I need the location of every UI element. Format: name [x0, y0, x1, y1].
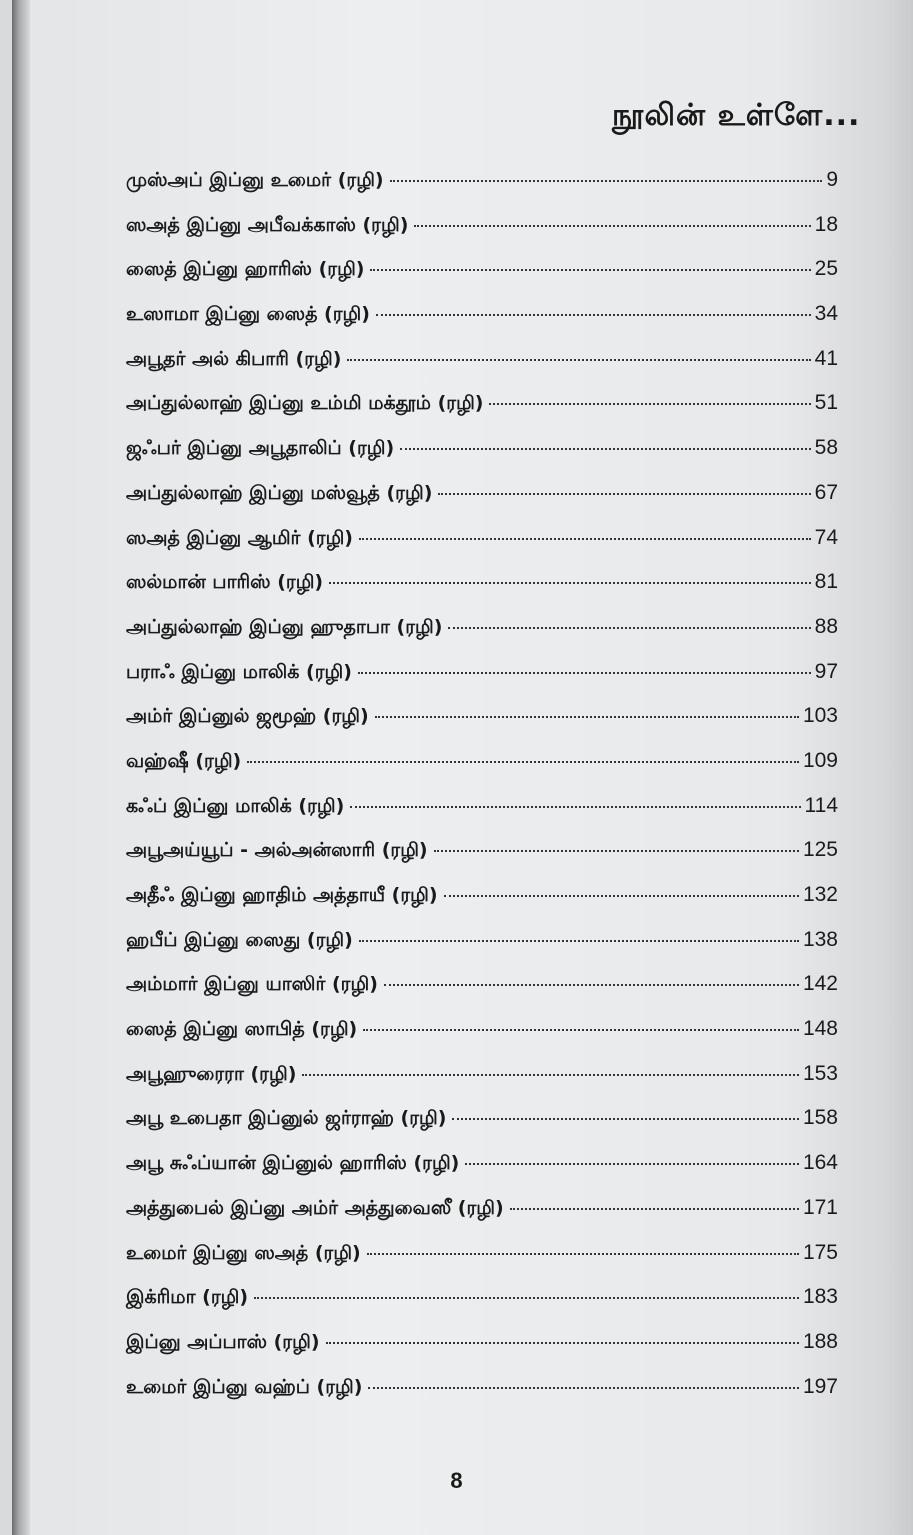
toc-entry: [126, 1241, 838, 1286]
toc-entry-title: ஸஅத் இப்னு அபீவக்காஸ் (ரழி): [126, 213, 409, 236]
dot-leader: [510, 1208, 799, 1210]
dot-leader: [350, 806, 800, 808]
toc-entry-page: 153: [802, 1061, 838, 1085]
toc-entry-title: இக்ரிமா (ரழி): [126, 1286, 249, 1309]
dot-leader: [359, 538, 811, 540]
toc-entry: [126, 570, 838, 615]
dot-leader: [370, 269, 810, 271]
toc-entry-title: அப்துல்லாஹ் இப்னு மஸ்வூத் (ரழி): [126, 481, 433, 504]
toc-entry-title: ஸைத் இப்னு ஸாபித் (ரழி): [126, 1018, 358, 1041]
dot-leader: [384, 984, 799, 986]
toc-entry-page: 67: [814, 480, 838, 504]
toc-entry: [126, 883, 838, 928]
toc-entry: [126, 1151, 838, 1196]
toc-entry-title: அப்துல்லாஹ் இப்னு உம்மி மக்தூம் (ரழி): [126, 392, 484, 415]
toc-entry-page: 81: [814, 570, 838, 594]
toc-entry-page: 18: [814, 212, 838, 236]
toc-entry: [126, 704, 838, 749]
toc-entry-page: 97: [814, 659, 838, 683]
page-gutter-shadow: [12, 0, 30, 1535]
toc-entry: [126, 213, 838, 258]
toc-entry-title: ஜஃபர் இப்னு அபூதாலிப் (ரழி): [126, 437, 395, 460]
toc-entry-title: உமைர் இப்னு வஹ்ப் (ரழி): [126, 1375, 363, 1398]
dot-leader: [448, 627, 810, 629]
toc-entry-title: அப்துல்லாஹ் இப்னு ஹுதாபா (ரழி): [126, 615, 443, 638]
toc-entry-page: 183: [802, 1285, 838, 1309]
toc-entry-title: அபூஹுரைரா (ரழி): [126, 1062, 297, 1085]
toc-entry-page: 103: [802, 704, 838, 728]
toc-entry-page: 58: [814, 436, 838, 460]
toc-entry-page: 188: [802, 1329, 838, 1353]
toc-entry-title: அபூஅய்யூப் - அல்அன்ஸாரி (ரழி): [126, 839, 428, 862]
dot-leader: [400, 448, 810, 450]
toc-entry-title: கஃப் இப்னு மாலிக் (ரழி): [126, 794, 345, 817]
dot-leader: [489, 403, 810, 405]
dot-leader: [367, 1253, 799, 1255]
toc-entry-page: 175: [802, 1240, 838, 1264]
toc-entry: [126, 1375, 838, 1420]
dot-leader: [247, 761, 799, 763]
toc-entry: [126, 794, 838, 839]
toc-entry-title: அதீஃ இப்னு ஹாதிம் அத்தாயீ (ரழி): [126, 884, 438, 906]
page-heading: நூலின் உள்ளே...: [612, 98, 861, 133]
toc-entry: [126, 1017, 838, 1062]
dot-leader: [254, 1297, 799, 1299]
dot-leader: [414, 225, 810, 227]
toc-entry: [126, 168, 838, 213]
toc-entry-page: 109: [802, 748, 838, 772]
toc-entry-title: அம்மார் இப்னு யாஸிர் (ரழி): [126, 973, 378, 996]
toc-entry: [126, 660, 838, 705]
toc-entry-page: 142: [802, 972, 838, 996]
toc-entry: [126, 1330, 838, 1375]
dot-leader: [302, 1074, 799, 1076]
toc-entry: [126, 749, 838, 794]
dot-leader: [368, 1387, 799, 1389]
toc-entry-title: பராஃ இப்னு மாலிக் (ரழி): [126, 660, 352, 683]
dot-leader: [326, 1342, 799, 1344]
toc-entry-title: அபூதர் அல் கிபாரி (ரழி): [126, 347, 342, 370]
toc-entry-page: 9: [826, 168, 838, 191]
toc-entry: [126, 347, 838, 392]
toc-entry: [126, 615, 838, 660]
toc-entry-page: 197: [802, 1374, 838, 1398]
table-of-contents: [126, 168, 838, 1419]
toc-entry-page: 125: [802, 838, 838, 862]
dot-leader: [376, 314, 811, 316]
toc-entry-page: 138: [802, 927, 838, 951]
dot-leader: [375, 716, 799, 718]
toc-entry-page: 164: [802, 1151, 838, 1175]
toc-entry-page: 51: [814, 391, 838, 415]
toc-entry: [126, 928, 838, 973]
dot-leader: [438, 493, 810, 495]
toc-entry-title: ஸல்மான் பாரிஸ் (ரழி): [126, 571, 324, 594]
dot-leader: [363, 1029, 799, 1031]
toc-entry: [126, 257, 838, 302]
dot-leader: [434, 850, 799, 852]
toc-entry-title: இப்னு அப்பாஸ் (ரழி): [126, 1330, 320, 1353]
toc-entry: [126, 436, 838, 481]
toc-entry-page: 148: [802, 1017, 838, 1041]
toc-entry-page: 88: [814, 614, 838, 638]
toc-entry-page: 158: [802, 1106, 838, 1130]
toc-entry-title: உமைர் இப்னு ஸஅத் (ரழி): [126, 1241, 361, 1264]
toc-entry-title: முஸ்அப் இப்னு உமைர் (ரழி): [126, 169, 384, 191]
toc-entry-title: அத்துபைல் இப்னு அம்ர் அத்துவைஸீ (ரழி): [126, 1196, 504, 1219]
toc-entry: [126, 1106, 838, 1151]
dot-leader: [452, 1118, 799, 1120]
toc-entry-page: 25: [814, 257, 838, 281]
dot-leader: [347, 359, 810, 361]
toc-entry-page: 171: [802, 1195, 838, 1219]
dot-leader: [329, 582, 811, 584]
toc-entry-title: ஸஅத் இப்னு ஆமிர் (ரழி): [126, 526, 353, 549]
toc-entry-title: ஸைத் இப்னு ஹாரிஸ் (ரழி): [126, 258, 365, 281]
toc-entry: [126, 1196, 838, 1241]
toc-entry-title: ஹபீப் இப்னு ஸைது (ரழி): [126, 928, 353, 951]
toc-entry-title: அபூ சுஃப்யான் இப்னுல் ஹாரிஸ் (ரழி): [126, 1152, 460, 1175]
toc-entry-page: 41: [814, 346, 838, 370]
dot-leader: [465, 1163, 799, 1165]
page-number: 8: [450, 1468, 463, 1493]
toc-entry-title: அபூ உபைதா இப்னுல் ஜர்ராஹ் (ரழி): [126, 1107, 447, 1130]
toc-entry-page: 132: [802, 883, 838, 906]
toc-entry: [126, 838, 838, 883]
toc-entry: [126, 526, 838, 571]
toc-entry-title: அம்ர் இப்னுல் ஜமூஹ் (ரழி): [126, 705, 369, 728]
toc-entry: [126, 391, 838, 436]
toc-entry: [126, 302, 838, 347]
toc-entry-title: உஸாமா இப்னு ஸைத் (ரழி): [126, 303, 370, 326]
dot-leader: [444, 895, 799, 897]
toc-entry: [126, 1062, 838, 1107]
dot-leader: [358, 672, 811, 674]
toc-entry-title: வஹ்ஷீ (ரழி): [126, 749, 242, 772]
toc-entry: [126, 972, 838, 1017]
toc-entry-page: 74: [814, 525, 838, 549]
toc-entry-page: 34: [814, 302, 838, 326]
toc-entry: [126, 481, 838, 526]
toc-entry-page: 114: [804, 793, 838, 817]
dot-leader: [390, 180, 823, 182]
toc-entry: [126, 1285, 838, 1330]
dot-leader: [359, 940, 799, 942]
